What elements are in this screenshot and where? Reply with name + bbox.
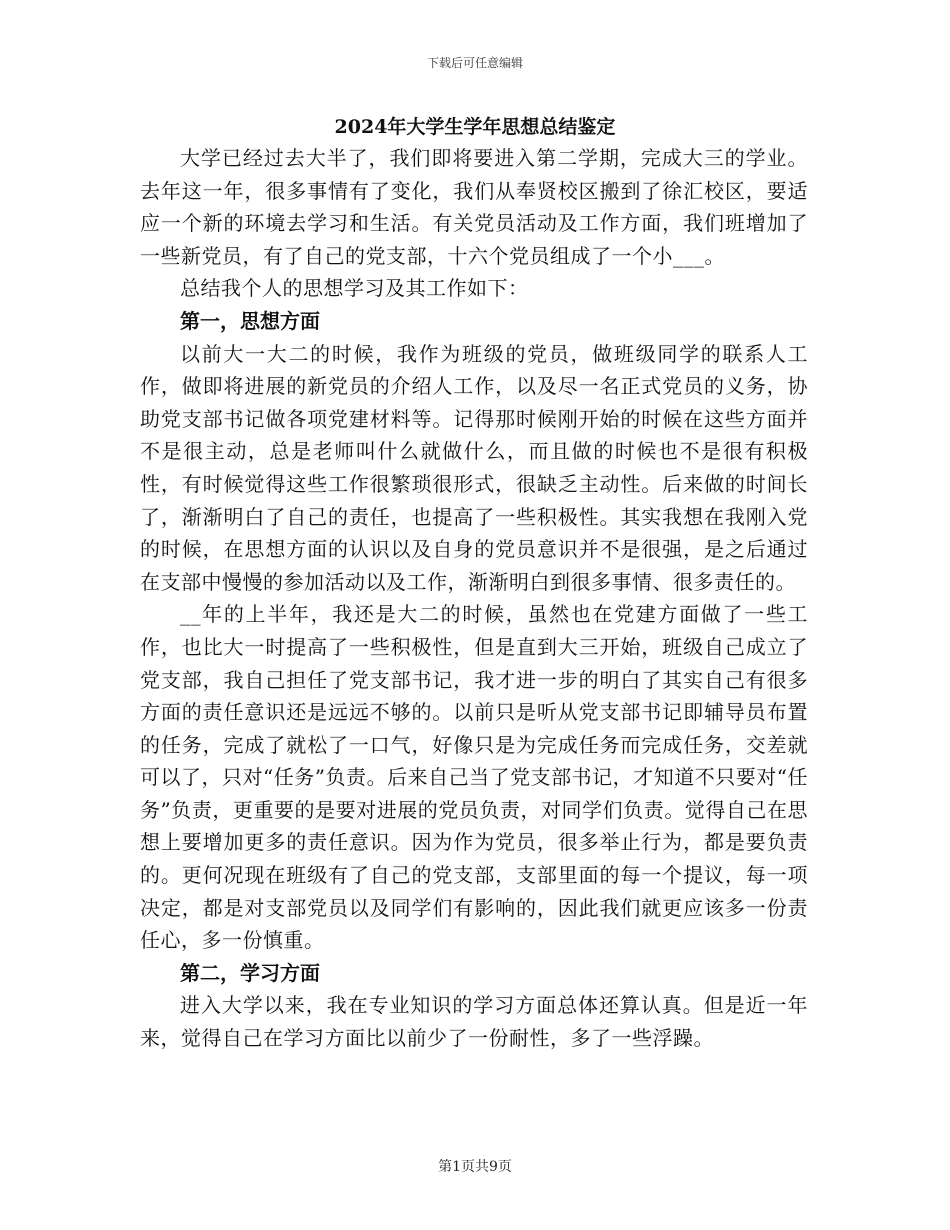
section-2-heading: 第二，学习方面 bbox=[180, 960, 320, 985]
section-2-paragraph-1: 进入大学以来，我在专业知识的学习方面总体还算认真。但是近一年来，觉得自己在学习方面比以前少了一份耐性，多了一些浮躁。 bbox=[140, 993, 808, 1051]
section-1-paragraph-2: __年的上半年，我还是大二的时候，虽然也在党建方面做了一些工作，也比大一时提高了一些积极性，但是直到大三开始，班级自己成立了党支部，我自己担任了党支部书记，我才进一步的明白了其实自己有很多方面的责任意识还是远远不够的。以前只是听从党支部书记即辅导员布置的任务，完成了就松了一口气，好像只是为完成任务而完成任务，交差就可以了，只对“任务”负责。后来自己当了党支部书记，才知道不只要对“任务”负责，更重要的是要对进展的党员负责，对同学们负责。觉得自己在思想上要增加更多的责任意识。因为作为党员，很多举止行为，都是要负责的。更何况现在班级有了自己的党支部，支部里面的每一个提议，每一项决定，都是对支部党员以及同学们有影响的，因此我们就更应该多一份责任心，多一份慎重。 bbox=[140, 602, 808, 953]
summary-intro: 总结我个人的思想学习及其工作如下： bbox=[180, 276, 529, 301]
intro-paragraph: 大学已经过去大半了，我们即将要进入第二学期，完成大三的学业。去年这一年，很多事情有了变化，我们从奉贤校区搬到了徐汇校区，要适应一个新的环境去学习和生活。有关党员活动及工作方面，我们班增加了一些新党员，有了自己的党支部，十六个党员组成了一个小___。 bbox=[140, 146, 808, 268]
page-indicator: 第1页共9页 bbox=[438, 1159, 512, 1175]
document-title: 2024年大学生学年思想总结鉴定 bbox=[334, 116, 616, 138]
document-body bbox=[140, 142, 808, 1055]
header-note: 下载后可任意编辑 bbox=[426, 56, 523, 70]
section-1-heading: 第一，思想方面 bbox=[180, 308, 320, 333]
section-1-paragraph-1: 以前大一大二的时候，我作为班级的党员，做班级同学的联系人工作，做即将进展的新党员的介绍人工作，以及尽一名正式党员的义务，协助党支部书记做各项党建材料等。记得那时候刚开始的时候在这些方面并不是很主动，总是老师叫什么就做什么，而且做的时候也不是很有积极性，有时候觉得这些工作很繁琐很形式，很缺乏主动性。后来做的时间长了，渐渐明白了自己的责任，也提高了一些积极性。其实我想在我刚入党的时候，在思想方面的认识以及自身的党员意识并不是很强，是之后通过在支部中慢慢的参加活动以及工作，渐渐明白到很多事情、很多责任的。 bbox=[140, 341, 808, 594]
